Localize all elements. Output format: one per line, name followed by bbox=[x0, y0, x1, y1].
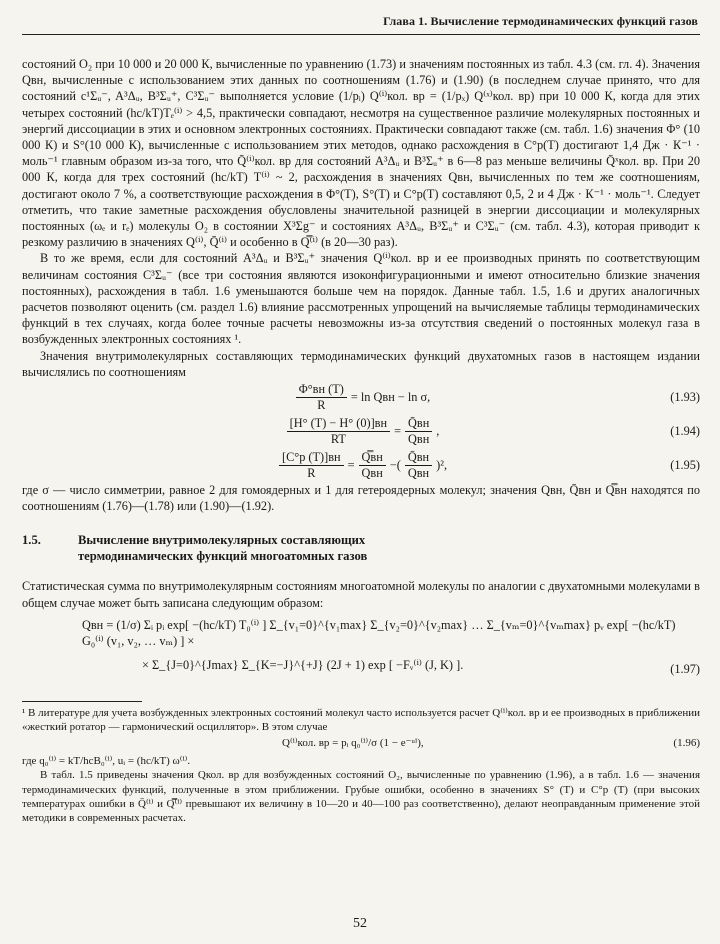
page-number: 52 bbox=[353, 916, 367, 931]
page-body bbox=[22, 56, 700, 825]
header-rule bbox=[22, 34, 700, 35]
eq197-number: (1.97) bbox=[670, 661, 700, 676]
equation-1-97 bbox=[22, 611, 700, 691]
section-title-line-2: термодинамических функций многоатомных газов bbox=[78, 549, 368, 564]
eq193-lhs-num: Φ°вн (T) bbox=[296, 382, 347, 398]
eq197-line-2: × Σ_{J=0}^{Jmax} Σ_{K=−J}^{+J} (2J + 1) exp [ −Fᵥ⁽ⁱ⁾ (J, K) ]. bbox=[142, 657, 464, 672]
section-title-line-1: Вычисление внутримолекулярных составляющих bbox=[78, 533, 366, 548]
equation-1-95 bbox=[22, 448, 700, 482]
footnote-text-1: ¹ В литературе для учета возбужденных электронных состояний молекул часто используется расчет Q⁽ⁱ⁾кол. вр и ее производных в приближении «жесткий ротатор — гармонический осциллятор». В этом случае bbox=[22, 706, 700, 734]
paragraph-2: В то же время, если для состояний A³Δᵤ и B³Σᵤ⁺ значения Q⁽ⁱ⁾кол. вр и ее производных принять по соответствующим величинам состояния C³Σᵤ⁻ (все три состояния являются изоконфигурационными и имеют относительно близкие значения постоянных), расхождения в табл. 1.6 уменьшаются больше чем на порядок. Данные табл. 1.5, 1.6 и других аналогичных расчетов позволяют оценить (см. раздел 1.6) влияние рассмотренных упрощений на вычисляемые таблицы термодинамических функций в тех случаях, когда более точные расчеты невозможны из-за отсутствия сведений о постоянных молекул газа в возбужденных электронных состояниях ¹. bbox=[22, 251, 700, 347]
footnote bbox=[22, 706, 700, 825]
eq193-number: (1.93) bbox=[670, 390, 700, 405]
eq195-number: (1.95) bbox=[670, 458, 700, 473]
footnote-equation bbox=[22, 734, 700, 754]
paragraph-3: Значения внутримолекулярных составляющих термодинамических функций двухатомных газов в настоящем издании вычислялись по соотношениям bbox=[22, 348, 700, 379]
eq195-equals: = bbox=[347, 457, 355, 472]
eq193-rhs: = ln Qвн − ln σ, bbox=[350, 389, 431, 404]
paragraph-4: где σ — число симметрии, равное 2 для гомоядерных и 1 для гетероядерных молекул; значения Qвн, Q̄вн и Q̿вн находятся по соотношениям (1.76)—(1.78) или (1.90)—(1.92). bbox=[22, 483, 700, 514]
eq195-lhs-den: R bbox=[307, 465, 316, 480]
section-heading bbox=[22, 532, 700, 564]
eq194-equals: = bbox=[394, 423, 402, 438]
eq194-lhs-num: [H° (T) − H° (0)]вн bbox=[287, 416, 390, 432]
footnote-rule bbox=[22, 701, 142, 702]
equation-1-94 bbox=[22, 414, 700, 448]
footnote-text-3: В табл. 1.5 приведены значения Qкол. вр для возбужденных состояний O₂, вычисленные по уравнению (1.96), а в табл. 1.6 — значения термодинамических функций, полученные в этом приближении. Грубые ошибки, особенно в значениях S° (T) и C°p (T) (при высоких температурах ошибки в Q̄⁽ⁱ⁾ и Q̿⁽ⁱ⁾ превышают их величину в 10—20 и 40—100 раз соответственно), делают неоправданным применение этой методики в современных расчетах. bbox=[22, 769, 700, 825]
eq195-rhs-den1: Qвн bbox=[361, 465, 383, 480]
eq194-rhs-den: Qвн bbox=[408, 431, 430, 446]
eq195-open-paren: ( bbox=[396, 457, 401, 472]
eq195-rhs-den2: Qвн bbox=[407, 465, 430, 480]
eq195-tail: )², bbox=[436, 457, 448, 472]
eq195-rhs-num1: Q̿вн bbox=[359, 450, 386, 466]
eq195-minus: − bbox=[389, 457, 397, 472]
eq193-lhs-den: R bbox=[317, 397, 326, 412]
footnote-text-2: где q₀⁽ⁱ⁾ = kT/hcB₀⁽ⁱ⁾, uᵢ = (hc/kT) ω⁽ⁱ⁾. bbox=[22, 755, 191, 768]
eq197-line-1: Qвн = (1/σ) Σᵢ pᵢ exp[ −(hc/kT) T₀⁽ⁱ⁾ ] Σ_{v₁=0}^{v₁max} Σ_{v₂=0}^{v₂max} … Σ_{vₘ=0}^{vₘmax} pᵥ exp[ −(hc/kT) G₀⁽ⁱ⁾ (v₁, v₂, … vₘ) ] × bbox=[82, 617, 676, 649]
eq194-lhs-den: RT bbox=[330, 431, 346, 446]
footnote-eq-number: (1.96) bbox=[673, 737, 700, 750]
eq195-lhs-num: [C°p (T)]вн bbox=[279, 450, 344, 466]
running-head: Глава 1. Вычисление термодинамических функций газов bbox=[383, 14, 698, 28]
eq194-tail: , bbox=[436, 423, 440, 438]
eq195-rhs-num2: Q̄вн bbox=[405, 450, 432, 466]
section-number: 1.5. bbox=[22, 533, 41, 548]
equation-1-93 bbox=[22, 380, 700, 414]
paragraph-1: состояний O₂ при 10 000 и 20 000 К, вычисленные по уравнению (1.73) и значениям постоянных из табл. 4.3 (см. гл. 4). Значения Qвн, вычисленные с использованием этих данных по соотношениям (1.76) и (1.90) (в последнем случае принято, что для состояний c¹Σᵤ⁻, A³Δᵤ, B³Σᵤ⁺, C³Σᵤ⁻ выполняется условие (1/pᵢ) Q⁽ⁱ⁾кол. вр = (1/pₓ) Q⁽ˣ⁾кол. вр) при 10 000 К, когда для этих четырех состояний (hc/kT)Tₑ⁽ⁱ⁾ > 4,5, практически совпадают, несмотря на существенное различие молекулярных постоянных и энергий диссоциации в этих и основном электронных состояниях. Практически совпадают также (см. табл. 1.6) значения Φ° (10 000 К) и S°(10 000 К), вычисленные с использованием этих методов, однако расхождения в C°p(T) достигают 1,4 Дж · К⁻¹ · моль⁻¹ главным образом из-за того, что Q̄⁽ⁱ⁾кол. вр для состояний A³Δᵤ и B³Σᵤ⁺ в 6—8 раз меньше величины Q̄ˣкол. вр. При 20 000 К, когда для трех состояний (hc/kT) T⁽ⁱ⁾ ~ 2, расхождения в значениях Qвн, вычисленных по тем же соотношениям, достигают около 7 %, а соответствующие расхождения в Φ°(T), S°(T) и C°p(T) составляют 0,5, 2 и 4 Дж · К⁻¹ · моль⁻¹. Следует отметить, что такие заметные расхождения обусловлены значительной разницей в энергии диссоциации и молекулярных постоянных (ωₑ и rₑ) молекулы O₂ в состоянии X³Σg⁻ и состояниях A³Δᵤ, B³Σᵤ⁺ и C³Σᵤ⁻ (см. табл. 4.3), которая приводит к резкому различию в значениях Q⁽ⁱ⁾, Q̄⁽ⁱ⁾ и особенно в Q̿⁽ⁱ⁾ (в 20—30 раз). bbox=[22, 57, 700, 250]
paragraph-5: Статистическая сумма по внутримолекулярным состояниям многоатомной молекулы по аналогии с двухатомными молекулами в общем случае может быть записана следующим образом: bbox=[22, 579, 700, 610]
eq194-rhs-num: Q̄вн bbox=[405, 416, 432, 432]
eq194-number: (1.94) bbox=[670, 424, 700, 439]
footnote-eq-expr: Q⁽ⁱ⁾кол. вр = pᵢ q₀⁽ⁱ⁾/σ (1 − e⁻ᵘⁱ), bbox=[282, 737, 424, 750]
